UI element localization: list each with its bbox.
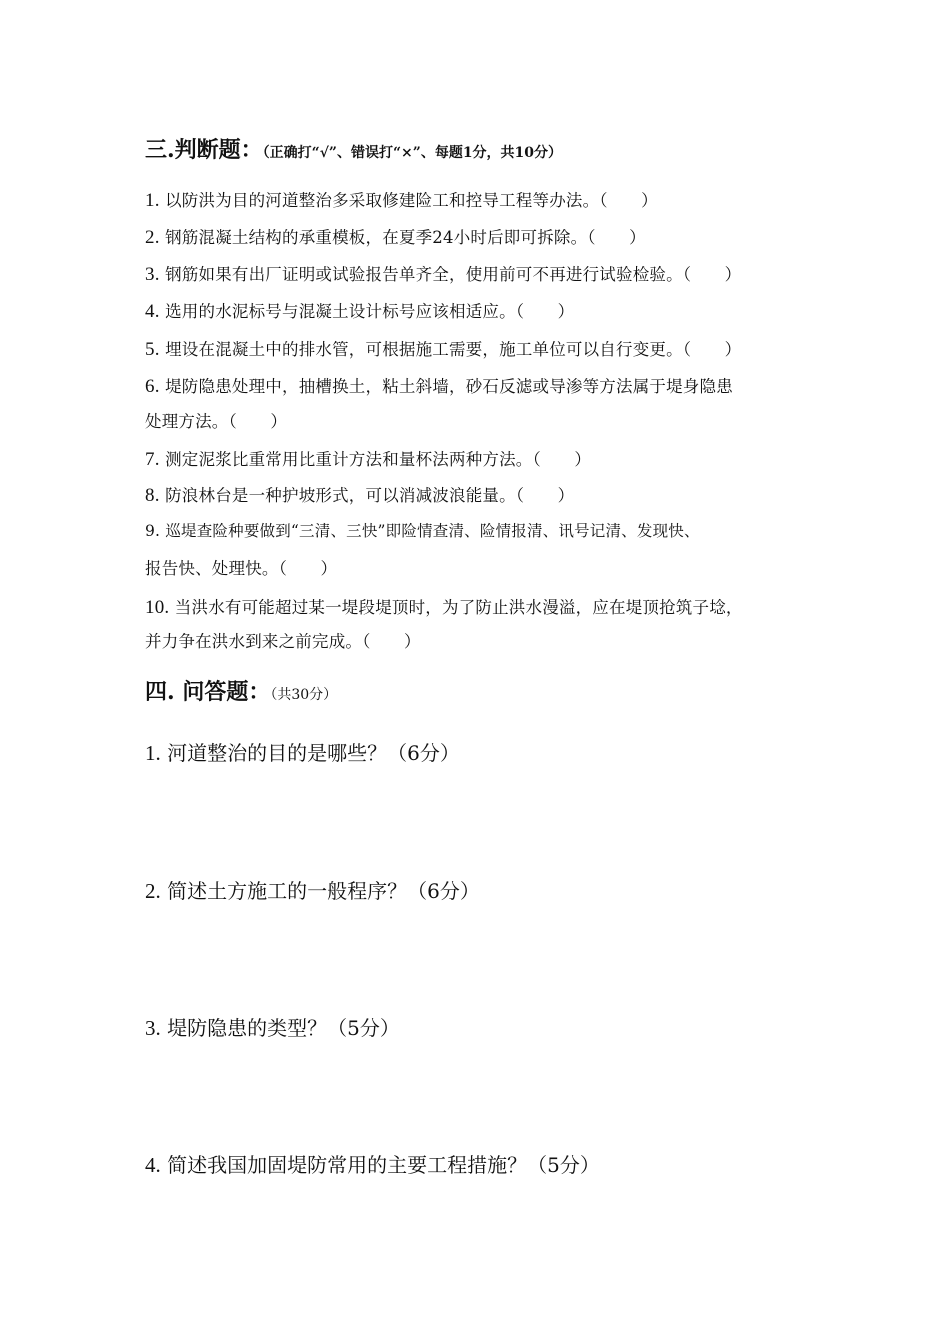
question-2: 2. 简述土方施工的一般程序？（6分） [145,879,480,903]
section3-note: （正确打“√”、错误打“×”、每题1分，共10分） [262,145,563,161]
section3-title: 三.判断题： [145,137,263,163]
section3-heading [145,139,562,161]
question-4: 4. 简述我国加固堤防常用的主要工程措施？（5分） [145,1153,600,1177]
judgment-item-6-continued: 处理方法。（ ） [145,412,288,431]
judgment-item-1: 1. 以防洪为目的河道整治多采取修建险工和控导工程等办法。（ ） [145,190,658,211]
judgment-item-8: 8. 防浪林台是一种护坡形式，可以消减波浪能量。（ ） [145,485,575,506]
judgment-item-4: 4. 选用的水泥标号与混凝土设计标号应该相适应。（ ） [145,301,575,322]
judgment-item-9: 9. 巡堤查险种要做到“三清、三快”即险情查清、险情报清、讯号记清、发现快、 [145,522,700,540]
judgment-item-10-continued: 并力争在洪水到来之前完成。（ ） [145,632,421,651]
judgment-item-10: 10. 当洪水有可能超过某一堤段堤顶时，为了防止洪水漫溢，应在堤顶抢筑子埝， [145,597,743,618]
judgment-item-2: 2. 钢筋混凝土结构的承重模板，在夏季24小时后即可拆除。（ ） [145,227,646,248]
section4-title: 四. 问答题： [145,679,271,705]
judgment-item-6: 6. 堤防隐患处理中，抽槽换土，粘土斜墙，砂石反滤或导渗等方法属于堤身隐患 [145,376,733,397]
judgment-item-9-continued: 报告快、处理快。（ ） [145,559,338,578]
judgment-item-5: 5. 埋设在混凝土中的排水管，可根据施工需要，施工单位可以自行变更。（ ） [145,339,742,360]
question-1: 1. 河道整治的目的是哪些？（6分） [145,741,460,765]
section4-heading [145,681,337,703]
section4-note: （共30分） [270,687,338,703]
question-3: 3. 堤防隐患的类型？（5分） [145,1016,400,1040]
judgment-item-3: 3. 钢筋如果有出厂证明或试验报告单齐全，使用前可不再进行试验检验。（ ） [145,264,742,285]
judgment-item-7: 7. 测定泥浆比重常用比重计方法和量杯法两种方法。（ ） [145,449,592,470]
